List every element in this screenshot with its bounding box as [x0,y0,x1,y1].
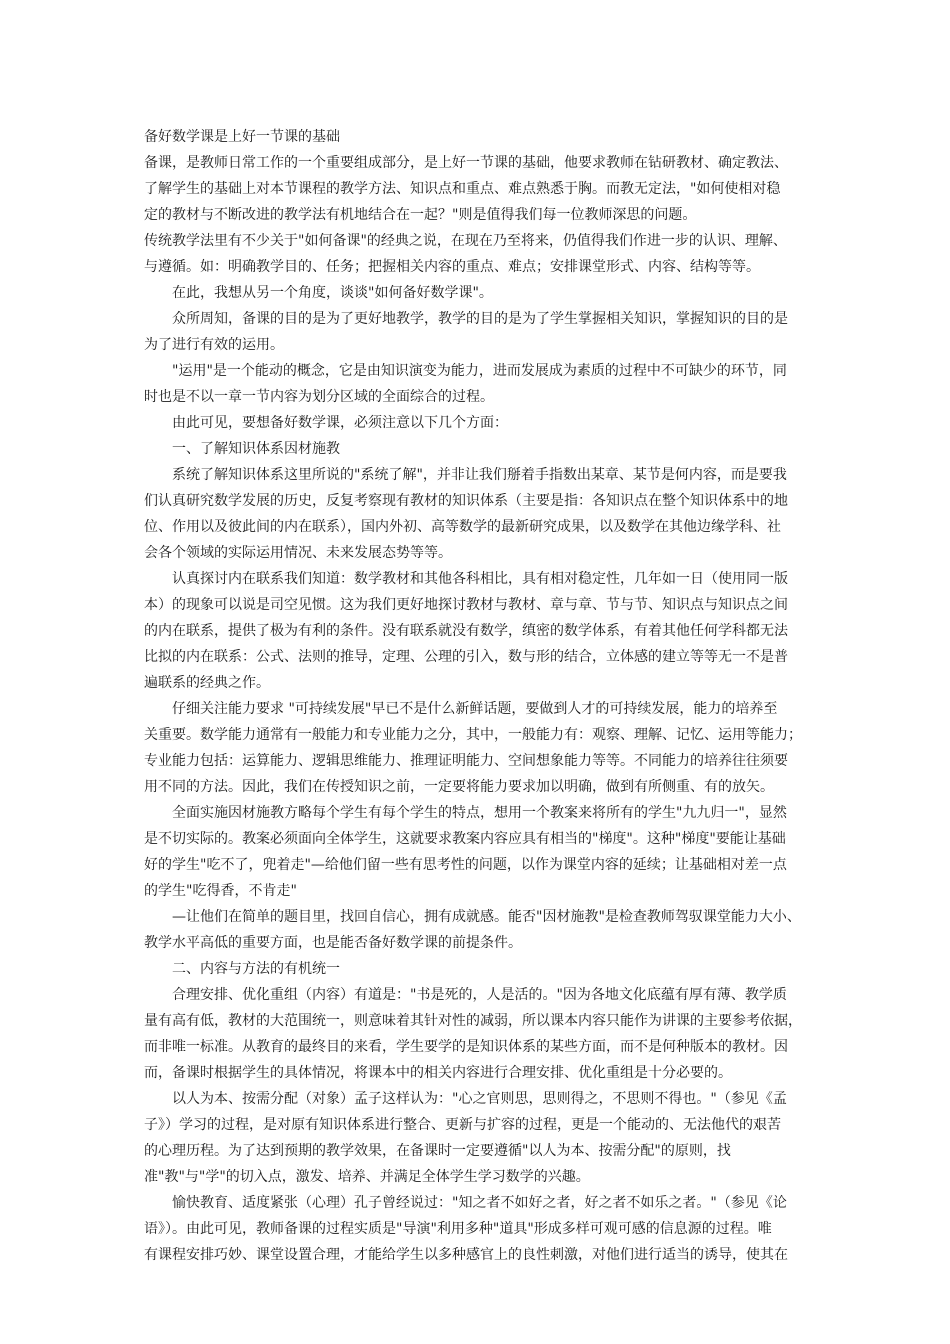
text-line: 量有高有低，教材的大范围统一，则意味着其针对性的减弱，所以课本内容只能作为讲课的主要参考依据， [144,1013,802,1029]
text-line: 子》）学习的过程，是对原有知识体系进行整合、更新与扩容的过程，更是一个能动的、无法他代的艰苦 [144,1117,781,1133]
text-line: 本）的现象可以说是司空见惯。这为我们更好地探讨教材与教材、章与章、节与节、知识点与知识点之间 [144,597,788,613]
text-line: 位、作用以及彼此间的内在联系），国内外初、高等数学的最新研究成果，以及数学在其他边缘学科、社 [144,519,781,535]
text-line: 愉快教育、适度紧张（心理）孔子曾经说过："知之者不如好之者，好之者不如乐之者。"（参见《论 [144,1195,787,1211]
document-body [144,150,810,1268]
text-line: 全面实施因材施教方略每个学生有每个学生的特点，想用一个教案来将所有的学生"九九归一"，显然 [144,805,787,821]
text-line: 用不同的方法。因此，我们在传授知识之前，一定要将能力要求加以明确，做到有所侧重、有的放矢。 [144,779,774,795]
text-line: 众所周知，备课的目的是为了更好地教学，教学的目的是为了学生掌握相关知识，掌握知识的目的是 [144,311,788,327]
text-line: 传统教学法里有不少关于"如何备课"的经典之说，在现在乃至将来，仍值得我们作进一步的认识、理解、 [144,233,787,249]
text-line: 合理安排、优化重组（内容）有道是："书是死的，人是活的。"因为各地文化底蕴有厚有薄、教学质 [144,987,787,1003]
text-line: 的心理历程。为了达到预期的教学效果，在备课时一定要遵循"以人为本、按需分配"的原则，找 [144,1143,731,1159]
text-line: —让他们在简单的题目里，找回自信心，拥有成就感。能否"因材施教"是检查教师驾驭课堂能力大小、 [144,909,801,925]
text-line: 而，备课时根据学生的具体情况，将课本中的相关内容进行合理安排、优化重组是十分必要的。 [144,1065,732,1081]
text-line: 备课，是教师日常工作的一个重要组成部分，是上好一节课的基础，他要求教师在钻研教材、确定教法、 [144,155,788,171]
text-line: "运用"是一个能动的概念，它是由知识演变为能力，进而发展成为素质的过程中不可缺少的环节，同 [144,363,787,379]
text-line: 比拟的内在联系：公式、法则的推导，定理、公理的引入，数与形的结合，立体感的建立等等无一不是普 [144,649,788,665]
text-line: 由此可见，要想备好数学课，必须注意以下几个方面： [144,415,508,431]
text-line: 认真探讨内在联系我们知道：数学教材和其他各科相比，具有相对稳定性，几年如一日（使用同一版 [144,571,788,587]
text-line: 教学水平高低的重要方面，也是能否备好数学课的前提条件。 [144,935,522,951]
text-line: 在此，我想从另一个角度，谈谈"如何备好数学课"。 [144,285,493,301]
text-line: 定的教材与不断改进的教学法有机地结合在一起？"则是值得我们每一位教师深思的问题。 [144,207,697,223]
text-line: 关重要。数学能力通常有一般能力和专业能力之分，其中，一般能力有：观察、理解、记忆、运用等能力； [144,727,802,743]
text-line: 与遵循。如：明确教学目的、任务；把握相关内容的重点、难点；安排课堂形式、内容、结构等等。 [144,259,760,275]
text-line: 以人为本、按需分配（对象）孟子这样认为："心之官则思，思则得之，不思则不得也。"（参见《孟 [144,1091,787,1107]
text-line: 了解学生的基础上对本节课程的教学方法、知识点和重点、难点熟悉于胸。而教无定法，"如何使相对稳 [144,181,781,197]
text-line: 而非唯一标准。从教育的最终目的来看，学生要学的是知识体系的某些方面，而不是何种版本的教材。因 [144,1039,788,1055]
text-line: 系统了解知识体系这里所说的"系统了解"，并非让我们掰着手指数出某章、某节是何内容，而是要我 [144,467,787,483]
text-line: 好的学生"吃不了，兜着走"—给他们留一些有思考性的问题，以作为课堂内容的延续；让基础相对差一点 [144,857,787,873]
document-page [144,124,810,1268]
text-line: 们认真研究数学发展的历史，反复考察现有教材的知识体系（主要是指：各知识点在整个知识体系中的地 [144,493,788,509]
text-line: 为了进行有效的运用。 [144,337,284,353]
text-line: 遍联系的经典之作。 [144,675,270,691]
text-line: 准"教"与"学"的切入点，激发、培养、并满足全体学生学习数学的兴趣。 [144,1169,590,1185]
text-line: 是不切实际的。教案必须面向全体学生，这就要求教案内容应具有相当的"梯度"。这种"梯度"要能让基础 [144,831,786,847]
text-line: 有课程安排巧妙、课堂设置合理，才能给学生以多种感官上的良性刺激，对他们进行适当的诱导，使其在 [144,1247,788,1263]
text-line: 仔细关注能力要求 "可持续发展"早已不是什么新鲜话题，要做到人才的可持续发展，能力的培养至 [144,701,778,717]
text-line: 时也是不以一章一节内容为划分区域的全面综合的过程。 [144,389,494,405]
text-line: 专业能力包括：运算能力、逻辑思维能力、推理证明能力、空间想象能力等等。不同能力的培养往往须要 [144,753,788,769]
text-line: 一、了解知识体系因材施教 [144,441,340,457]
text-line: 的学生"吃得香，不肯走" [144,883,297,899]
text-line: 语》）。由此可见，教师备课的过程实质是"导演"利用多种"道具"形成多样可观可感的信息源的过程。唯 [144,1221,772,1237]
text-line: 二、内容与方法的有机统一 [144,961,340,977]
text-line: 会各个领域的实际运用情况、未来发展态势等等。 [144,545,452,561]
document-title: 备好数学课是上好一节课的基础 [144,129,340,145]
text-line: 的内在联系，提供了极为有利的条件。没有联系就没有数学，缜密的数学体系，有着其他任何学科都无法 [144,623,788,639]
